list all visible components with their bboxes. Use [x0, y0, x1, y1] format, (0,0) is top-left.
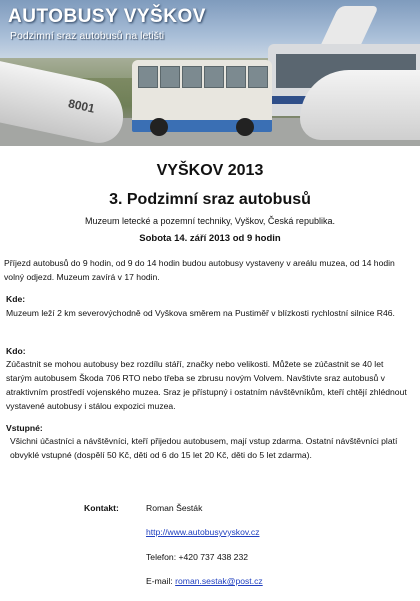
contact-name: Roman Šesták [146, 503, 203, 513]
phone-number: Telefon: +420 737 438 232 [146, 552, 249, 562]
vintage-bus [132, 60, 272, 132]
email-link[interactable]: roman.sestak@post.cz [175, 576, 263, 586]
entry-label: Vstupné: [6, 423, 43, 433]
jet-number: 8001 [66, 96, 96, 116]
header-banner [0, 0, 420, 146]
website-link[interactable]: http://www.autobusyvyskov.cz [146, 527, 260, 537]
page-title: VYŠKOV 2013 [156, 162, 264, 179]
email-row [146, 576, 263, 586]
entry-text: Všichni účastníci a návštěvníci, kteří přijedou autobusem, mají vstup zdarma. Ostatní návštěvníci platí obvyklé vstupné (dospělí 50 Kč, děti od 6 do 15 let 20 Kč, děti do 5 let zdarma). [10, 436, 398, 460]
where-label: Kde: [6, 294, 26, 304]
event-title: 3. Podzimní sraz autobusů [109, 191, 311, 208]
banner-subtitle: Podzimní sraz autobusů na letišti [10, 30, 165, 42]
intro-paragraph: Příjezd autobusů do 9 hodin, od 9 do 14 hodin budou autobusy vystaveny v areálu muzea, od 14 hodin volný odjezd. Muzeum zavírá v 17 hodin. [4, 258, 395, 282]
jet-aircraft-right [300, 70, 420, 140]
venue-line: Muzeum letecké a pozemní techniky, Vyškov, Česká republika. [85, 216, 335, 226]
banner-title: AUTOBUSY VYŠKOV [8, 6, 206, 27]
where-text: Muzeum leží 2 km severovýchodně od Vyškova směrem na Pustiměř v blízkosti rychlostní silnice R46. [6, 308, 395, 318]
who-label: Kdo: [6, 346, 26, 356]
contact-label: Kontakt: [84, 503, 119, 513]
who-text: Zúčastnit se mohou autobusy bez rozdílu stáří, značky nebo velikosti. Můžete se zúčastnit se 40 let starým autobusem Škoda 706 RTO nebo třeba se zbrusu novým Volvem. Navštivte sraz autobusů v atraktivním prostředí vojenského muzea. Sraz je přístupný i ostatním návštěvníkům, kteří chtějí zhlédnout vystavené autobusy i stálou expozici muzea. [6, 359, 407, 411]
email-label: E-mail: [146, 576, 173, 586]
event-date: Sobota 14. září 2013 od 9 hodin [139, 233, 281, 244]
